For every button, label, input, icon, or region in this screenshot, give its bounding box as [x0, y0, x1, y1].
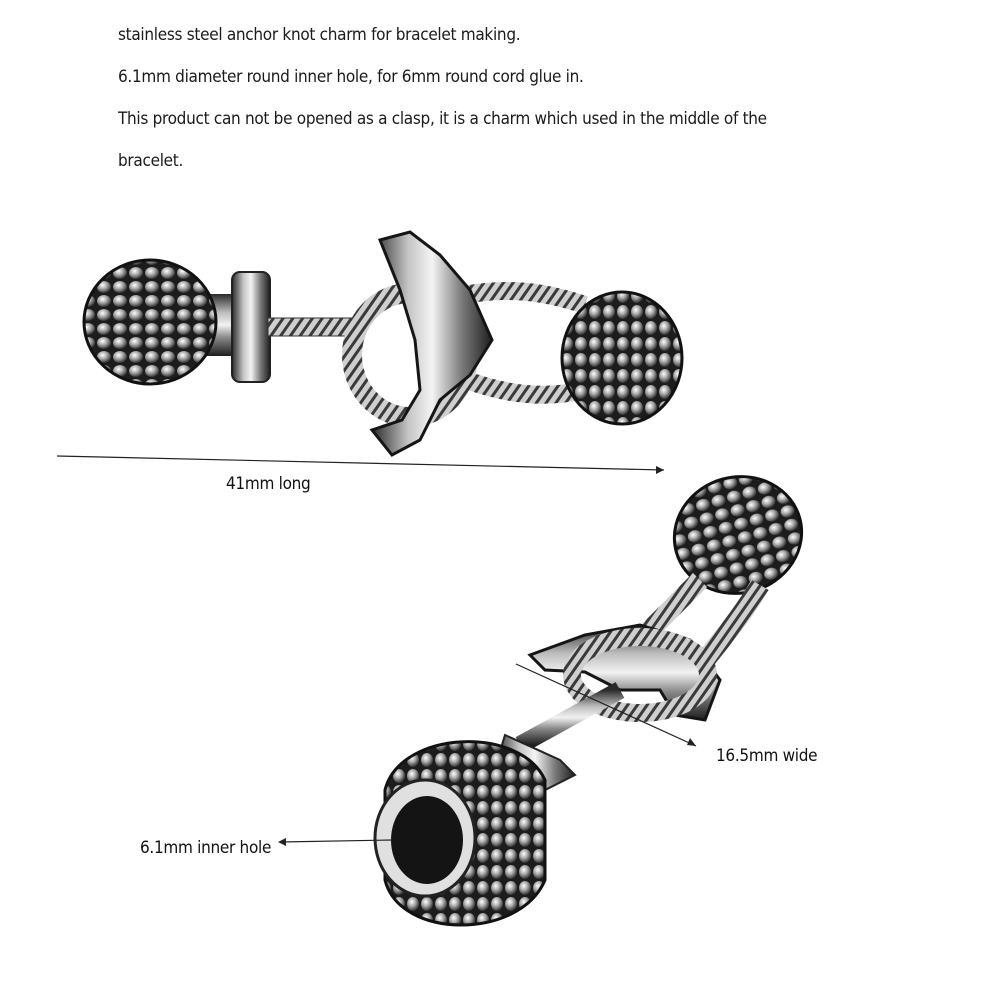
length-dimension-line: [57, 456, 664, 470]
description-line-4: bracelet.: [118, 151, 184, 171]
charm-top-view: [84, 232, 682, 455]
left-knot-cap: [84, 260, 216, 384]
description-line-1: stainless steel anchor knot charm for bracelet making.: [118, 25, 521, 45]
width-arrowhead: [687, 738, 696, 746]
description-line-3: This product can not be opened as a clasp, it is a charm which used in the middle of the: [118, 109, 767, 129]
shank-angled: [520, 690, 620, 745]
hole-arrowhead: [278, 838, 286, 846]
length-label: 41mm long: [226, 474, 311, 494]
right-knot-cap: [562, 292, 682, 424]
flange-ring: [232, 272, 270, 382]
charm-angled-view: [375, 462, 818, 925]
width-label: 16.5mm wide: [716, 746, 818, 766]
inner-hole: [391, 796, 463, 884]
description-line-2: 6.1mm diameter round inner hole, for 6mm round cord glue in.: [118, 67, 584, 87]
length-arrowhead: [656, 466, 664, 474]
shank-rope: [268, 318, 358, 336]
inner-hole-label: 6.1mm inner hole: [140, 838, 272, 858]
